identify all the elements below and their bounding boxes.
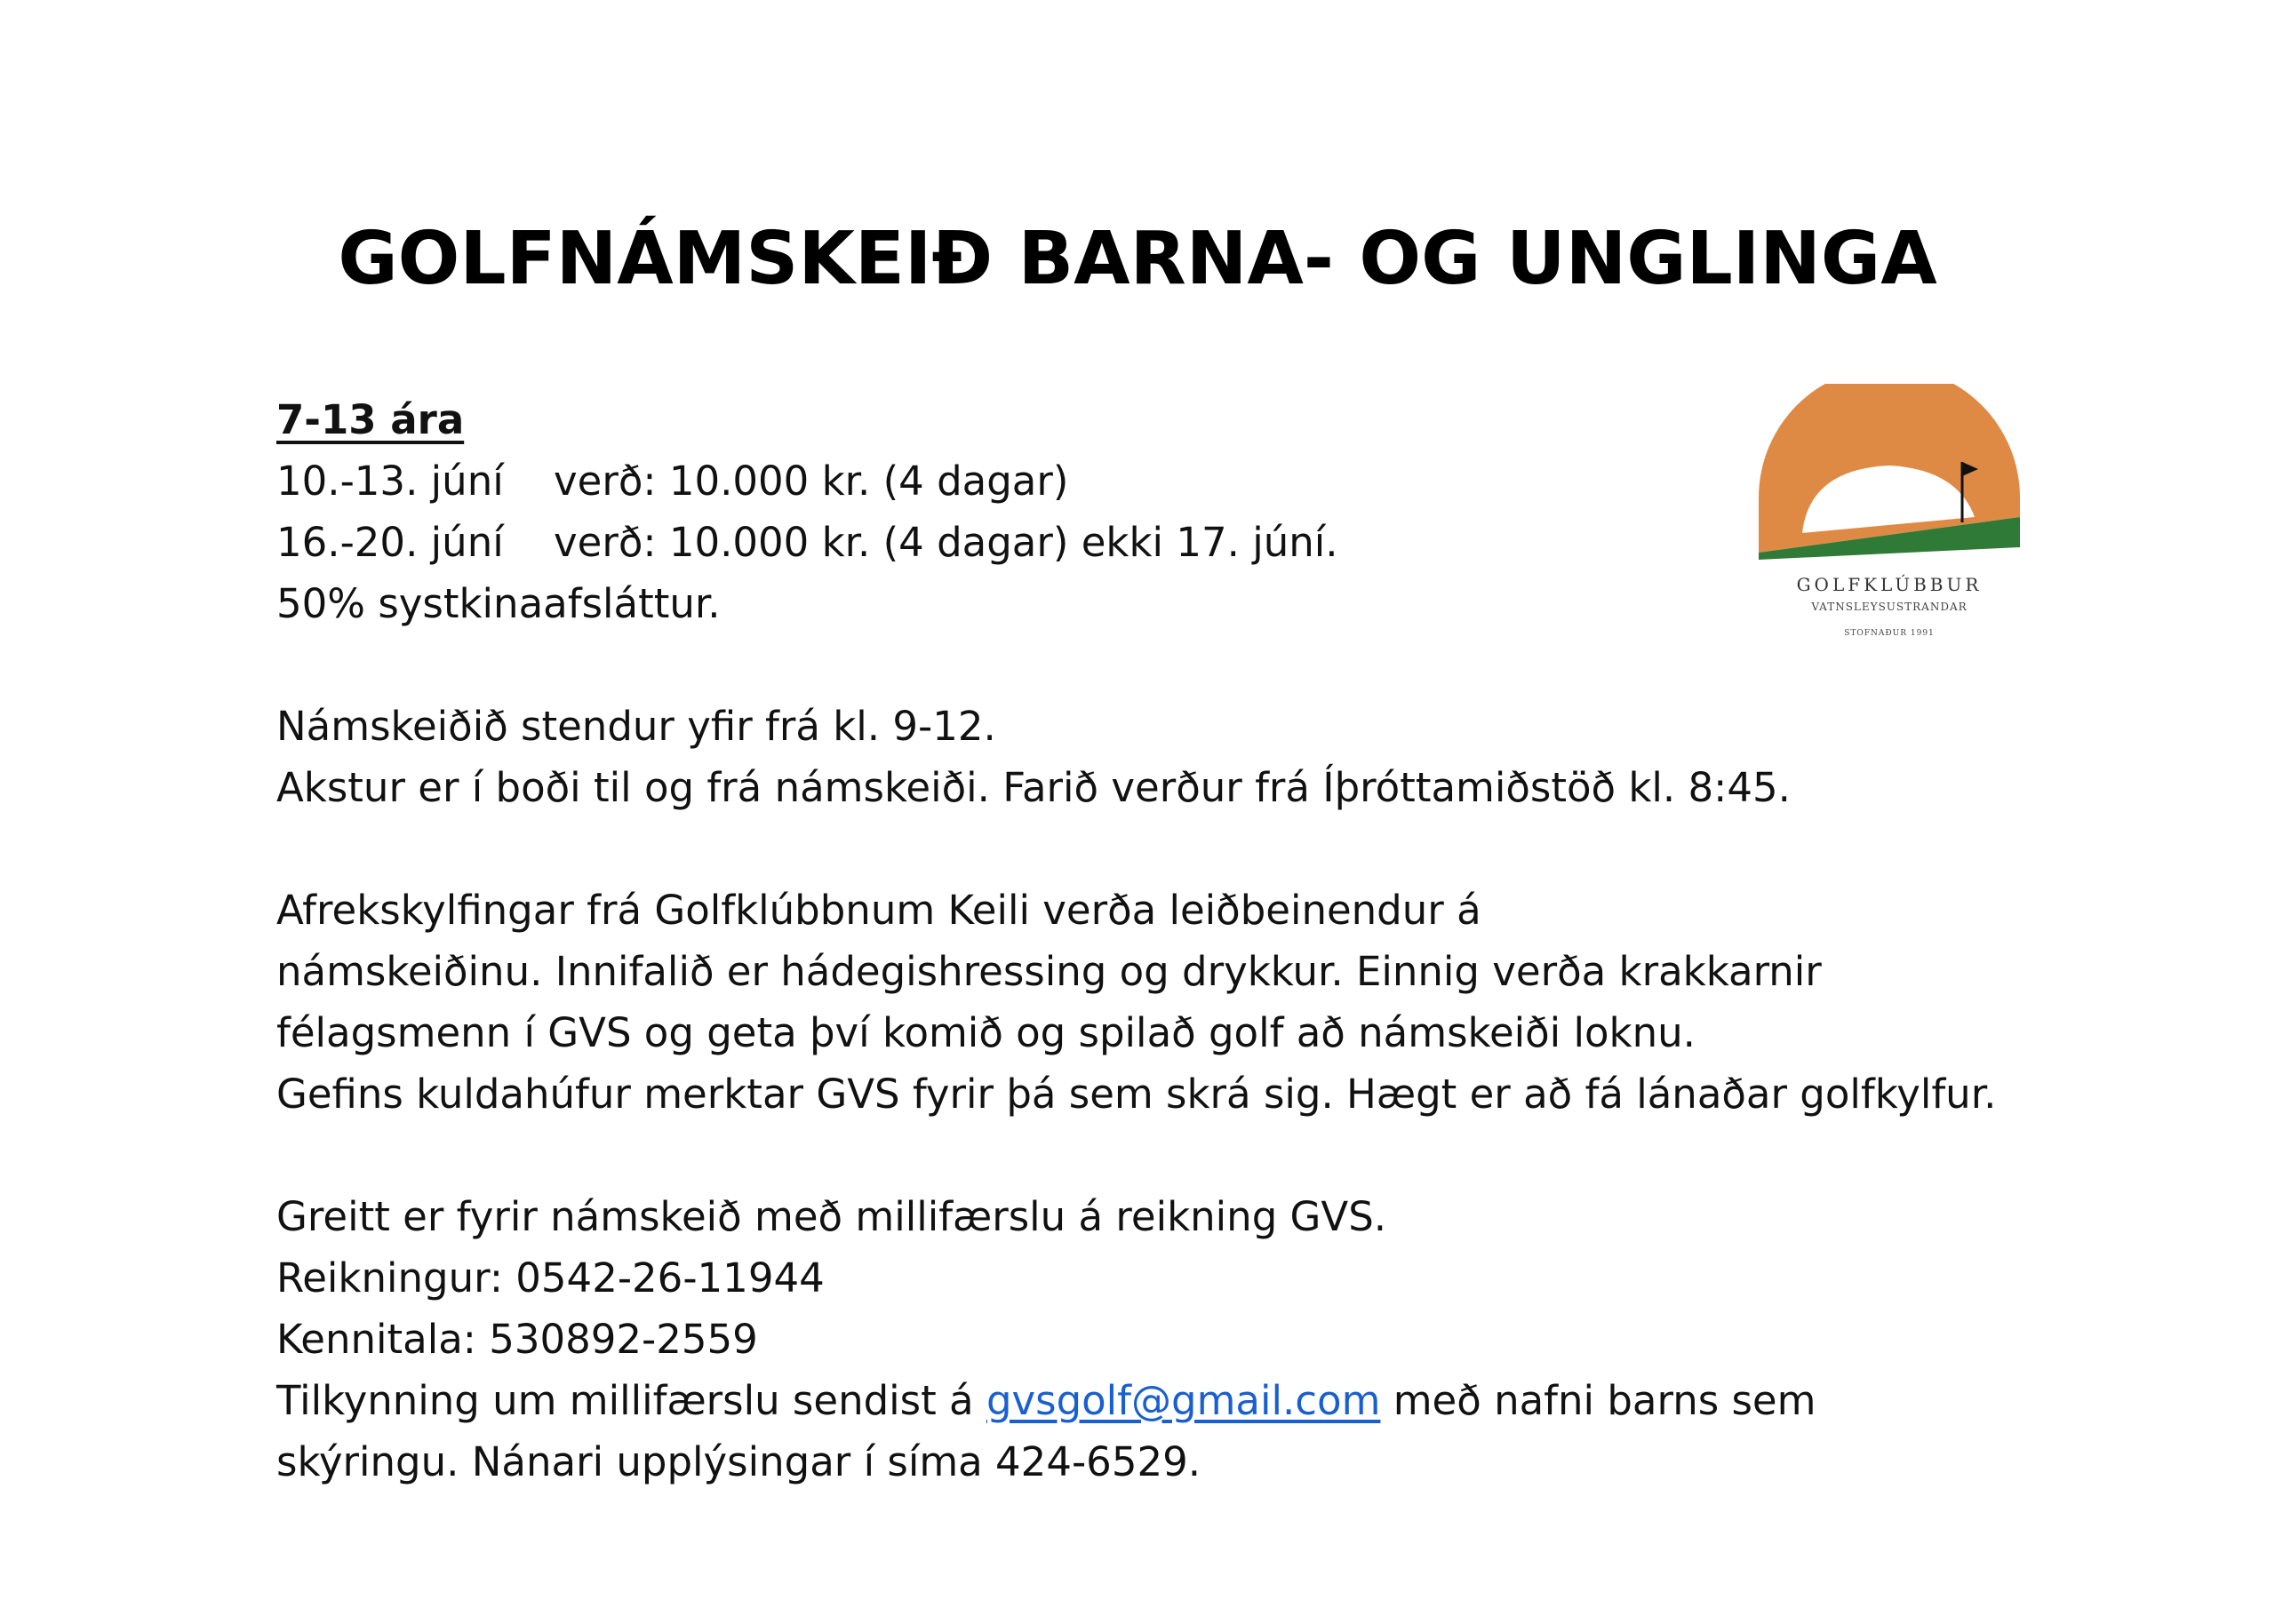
payment-intro: Greitt er fyrir námskeið með millifærslu á reikning GVS. (276, 1193, 1387, 1240)
info-line: Afrekskylfingar frá Golfklúbbnum Keili verða leiðbeinendur á (276, 887, 1481, 934)
age-group: 7-13 ára (276, 396, 465, 443)
logo-name: GOLFKLÚBBUR (1796, 574, 1983, 595)
notice-text: Tilkynning um millifærslu sendist á (276, 1377, 986, 1424)
logo-subtitle: VATNSLEYSUSTRANDAR (1811, 601, 1968, 613)
payment-notice (276, 1370, 2054, 1431)
age-group-line (276, 389, 2054, 450)
payment-notice-line2: skýringu. Nánari upplýsingar í síma 424-6529. (276, 1438, 1201, 1485)
session-dates: 10.-13. júní (276, 458, 504, 505)
schedule-line: Námskeiðið stendur yfir frá kl. 9-12. (276, 703, 996, 750)
page-title: GOLFNÁMSKEIÐ BARNA- OG UNGLINGA (338, 217, 1937, 301)
payment-account: Reikningur: 0542-26-11944 (276, 1254, 825, 1302)
schedule-line: Akstur er í boði til og frá námskeiði. Farið verður frá Íþróttamiðstöð kl. 8:45. (276, 764, 1791, 811)
email-link[interactable]: gvsgolf@gmail.com (986, 1377, 1381, 1424)
session-details: verð: 10.000 kr. (4 dagar) ekki 17. júní. (554, 519, 1338, 566)
payment-kennitala: Kennitala: 530892-2559 (276, 1316, 758, 1363)
info-line: Gefins kuldahúfur merktar GVS fyrir þá sem skrá sig. Hægt er að fá lánaðar golfkylfur. (276, 1071, 1997, 1118)
session-details: verð: 10.000 kr. (4 dagar) (554, 458, 1069, 505)
logo-founded: STOFNAÐUR 1991 (1844, 629, 1935, 638)
document-body (276, 389, 2054, 1493)
session-row (276, 512, 2054, 573)
spacer (276, 634, 2054, 696)
discount-text: 50% systkinaafsláttur. (276, 580, 721, 627)
info-line: félagsmenn í GVS og geta því komið og spilað golf að námskeiði loknu. (276, 1009, 1696, 1056)
spacer (276, 818, 2054, 880)
session-dates: 16.-20. júní (276, 519, 504, 566)
info-line: námskeiðinu. Innifalið er hádegishressing og drykkur. Einnig verða krakkarnir (276, 948, 1822, 995)
spacer (276, 1125, 2054, 1186)
notice-text-after: með nafni barns sem (1380, 1377, 1816, 1424)
session-row (276, 450, 2054, 512)
